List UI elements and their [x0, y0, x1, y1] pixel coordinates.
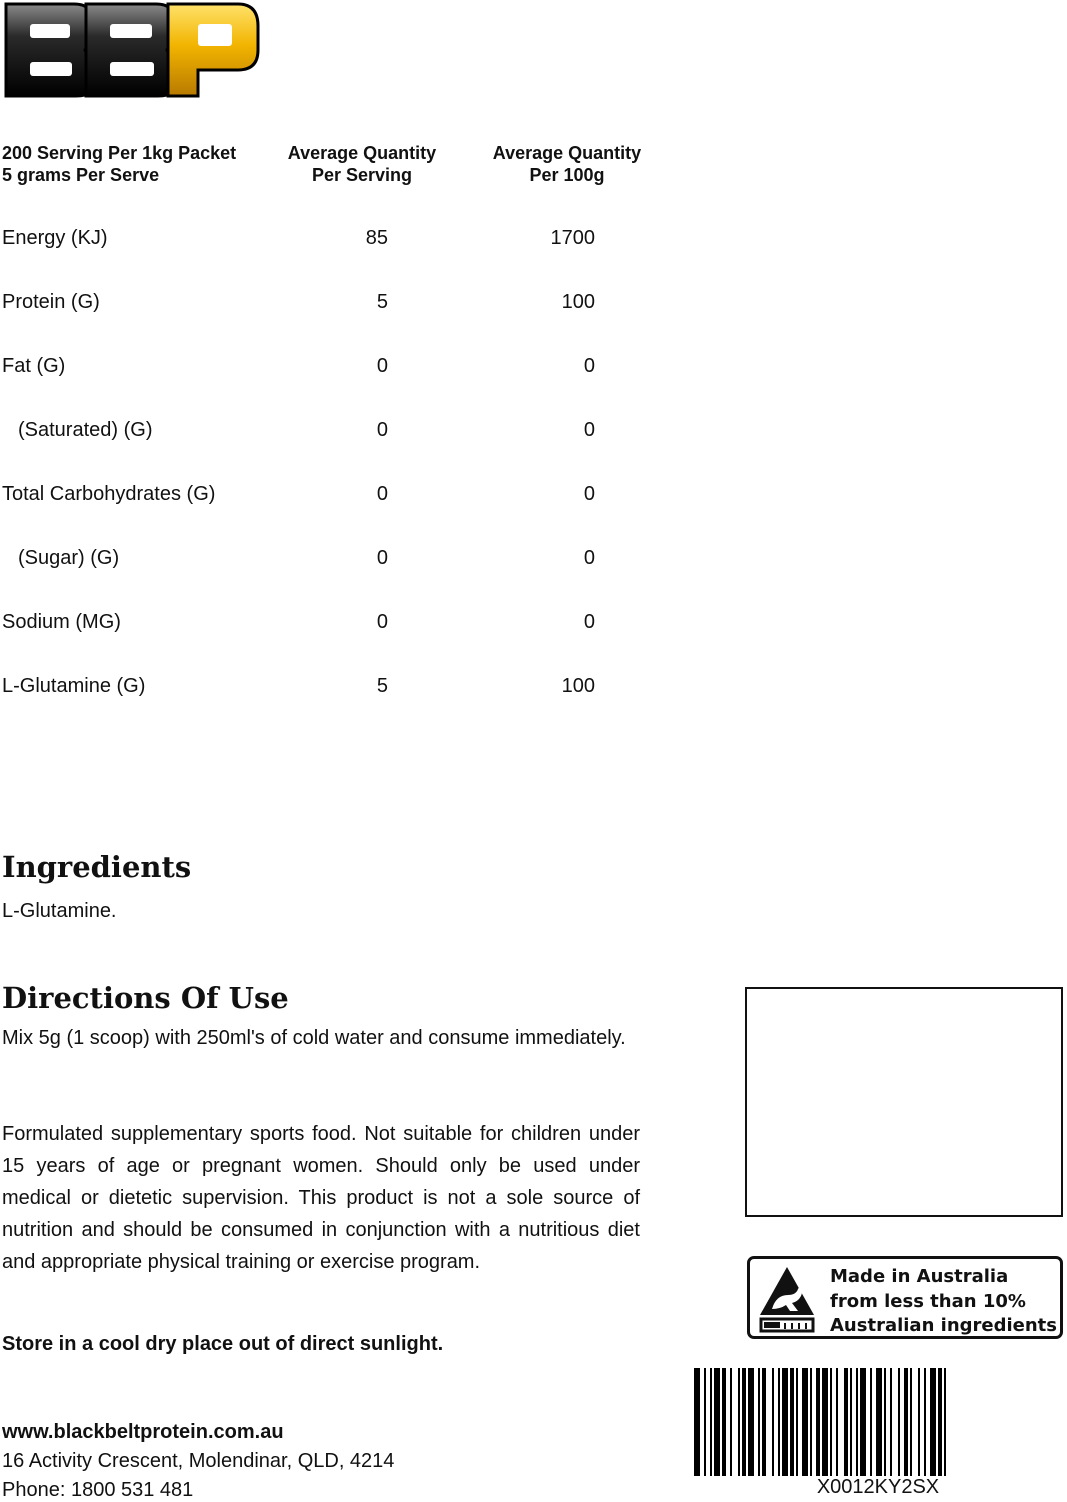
row-carbohydrates-per-100g: 0: [583, 483, 595, 505]
serving-info-line2: 5 grams Per Serve: [2, 165, 160, 185]
kangaroo-triangle-icon: [758, 1265, 816, 1333]
barcode-bar: [918, 1368, 920, 1476]
serving-info: [2, 142, 236, 186]
blank-label-box: [745, 987, 1063, 1217]
row-fat-per-serving: 0: [376, 355, 388, 377]
address-text: 16 Activity Crescent, Molendinar, QLD, 4214: [2, 1450, 395, 1472]
barcode-bar: [778, 1368, 780, 1476]
barcode-bar: [856, 1368, 858, 1476]
row-sugar-per-serving: 0: [376, 547, 388, 569]
phone-text: Phone: 1800 531 481: [2, 1479, 194, 1501]
barcode-bar: [758, 1368, 760, 1476]
row-energy-per-serving: 85: [365, 227, 388, 249]
row-label-sugar: (Sugar) (G): [18, 547, 120, 569]
barcode-bar: [722, 1368, 726, 1476]
storage-text: Store in a cool dry place out of direct sunlight.: [2, 1333, 444, 1355]
barcode-bar: [802, 1368, 808, 1476]
row-protein-per-100g: 100: [561, 291, 595, 313]
row-label-fat: Fat (G): [2, 355, 66, 377]
row-saturated-per-serving: 0: [376, 419, 388, 441]
row-sugar-per-100g: 0: [583, 547, 595, 569]
barcode-bar: [694, 1368, 700, 1476]
row-energy-per-100g: 1700: [550, 227, 595, 249]
row-label-energy: Energy (KJ): [2, 227, 108, 249]
barcode: [692, 1368, 1064, 1476]
barcode-bar: [738, 1368, 740, 1476]
barcode-bar: [930, 1368, 936, 1476]
row-label-protein: Protein (G): [2, 291, 100, 313]
per-100g-header: [467, 142, 667, 186]
barcode-bar: [714, 1368, 720, 1476]
row-saturated-per-100g: 0: [583, 419, 595, 441]
barcode-bar: [850, 1368, 852, 1476]
per-100g-header-line2: Per 100g: [529, 165, 605, 185]
barcode-bar: [924, 1368, 926, 1476]
row-label-saturated: (Saturated) (G): [18, 419, 153, 441]
barcode-bar: [742, 1368, 746, 1476]
barcode-bar: [890, 1368, 892, 1476]
barcode-bar: [782, 1368, 788, 1476]
made-line-1: Made in Australia: [830, 1266, 1009, 1287]
directions-text: Mix 5g (1 scoop) with 250ml's of cold water and consume immediately.: [2, 1027, 626, 1049]
barcode-number: X0012KY2SX: [816, 1476, 940, 1498]
barcode-bar: [910, 1368, 912, 1476]
barcode-bar: [748, 1368, 754, 1476]
row-glutamine-per-serving: 5: [376, 675, 388, 697]
barcode-bar: [710, 1368, 712, 1476]
row-sodium-per-100g: 0: [583, 611, 595, 633]
website-link[interactable]: www.blackbeltprotein.com.au: [2, 1421, 284, 1443]
barcode-bar: [860, 1368, 866, 1476]
barcode-bar: [898, 1368, 900, 1476]
bbp-logo: [2, 0, 260, 100]
per-100g-header-line1: Average Quantity: [492, 143, 642, 163]
barcode-bar: [884, 1368, 886, 1476]
row-protein-per-serving: 5: [376, 291, 388, 313]
serving-info-line1: 200 Serving Per 1kg Packet: [2, 143, 237, 163]
per-serving-header-line2: Per Serving: [311, 165, 413, 185]
row-sodium-per-serving: 0: [376, 611, 388, 633]
barcode-bar: [876, 1368, 882, 1476]
barcode-bar: [870, 1368, 872, 1476]
barcode-bar: [836, 1368, 838, 1476]
barcode-bar: [796, 1368, 798, 1476]
barcode-bar: [816, 1368, 820, 1476]
barcode-bar: [830, 1368, 832, 1476]
barcode-bar: [938, 1368, 942, 1476]
barcode-bar: [704, 1368, 706, 1476]
barcode-bar: [844, 1368, 848, 1476]
row-label-glutamine: L-Glutamine (G): [2, 675, 146, 697]
ingredients-heading: Ingredients: [2, 850, 192, 884]
warning-text: Formulated supplementary sports food. Not suitable for children under 15 years of age or pregnant women. Should only be used under medical or dietetic supervision. This product is not a sole source of nutrition and should be consumed in conjunction with a nutritious diet and appropriate physical training or exercise program.: [2, 1123, 640, 1273]
made-in-australia-badge: [747, 1256, 1063, 1339]
made-line-3: Australian ingredients: [830, 1315, 1058, 1336]
barcode-bar: [810, 1368, 812, 1476]
row-fat-per-100g: 0: [583, 355, 595, 377]
per-serving-header: [262, 142, 462, 186]
barcode-bar: [762, 1368, 766, 1476]
row-label-carbohydrates: Total Carbohydrates (G): [2, 483, 216, 505]
barcode-bar: [730, 1368, 732, 1476]
ingredients-text: L-Glutamine.: [2, 900, 117, 922]
row-carbohydrates-per-serving: 0: [376, 483, 388, 505]
per-serving-header-line1: Average Quantity: [287, 143, 437, 163]
barcode-bar: [904, 1368, 908, 1476]
directions-heading: Directions Of Use: [2, 981, 289, 1015]
barcode-bar: [944, 1368, 946, 1476]
row-glutamine-per-100g: 100: [561, 675, 595, 697]
barcode-bar: [772, 1368, 774, 1476]
row-label-sodium: Sodium (MG): [2, 611, 121, 633]
barcode-bar: [790, 1368, 794, 1476]
made-line-2: from less than 10%: [830, 1290, 1026, 1312]
made-in-australia-text: [830, 1265, 1057, 1339]
barcode-bar: [822, 1368, 828, 1476]
